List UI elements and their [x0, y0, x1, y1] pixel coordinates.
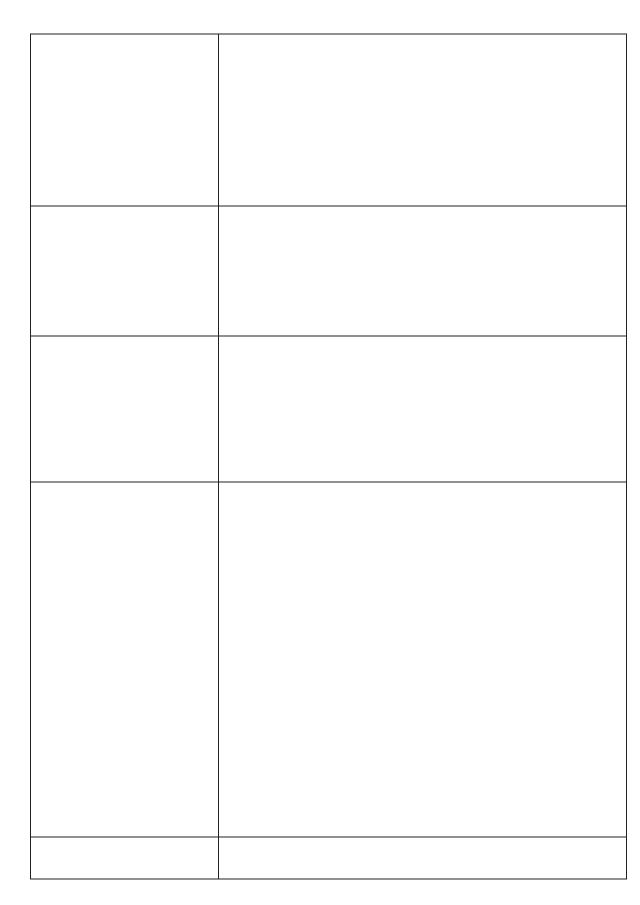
requirements-cell	[31, 482, 219, 837]
table-row	[31, 34, 219, 879]
hours-class-cell	[31, 206, 219, 336]
code-cell	[31, 837, 219, 879]
table-row	[219, 34, 627, 879]
hours-max-cell	[219, 336, 627, 482]
mdk-cell	[31, 34, 219, 206]
curriculum-table	[30, 34, 627, 880]
mdk-cell	[219, 34, 627, 206]
module-requirements-cell	[219, 482, 627, 837]
hours-max-cell	[31, 336, 219, 482]
hours-class-cell	[219, 206, 627, 336]
module-code	[219, 837, 627, 879]
